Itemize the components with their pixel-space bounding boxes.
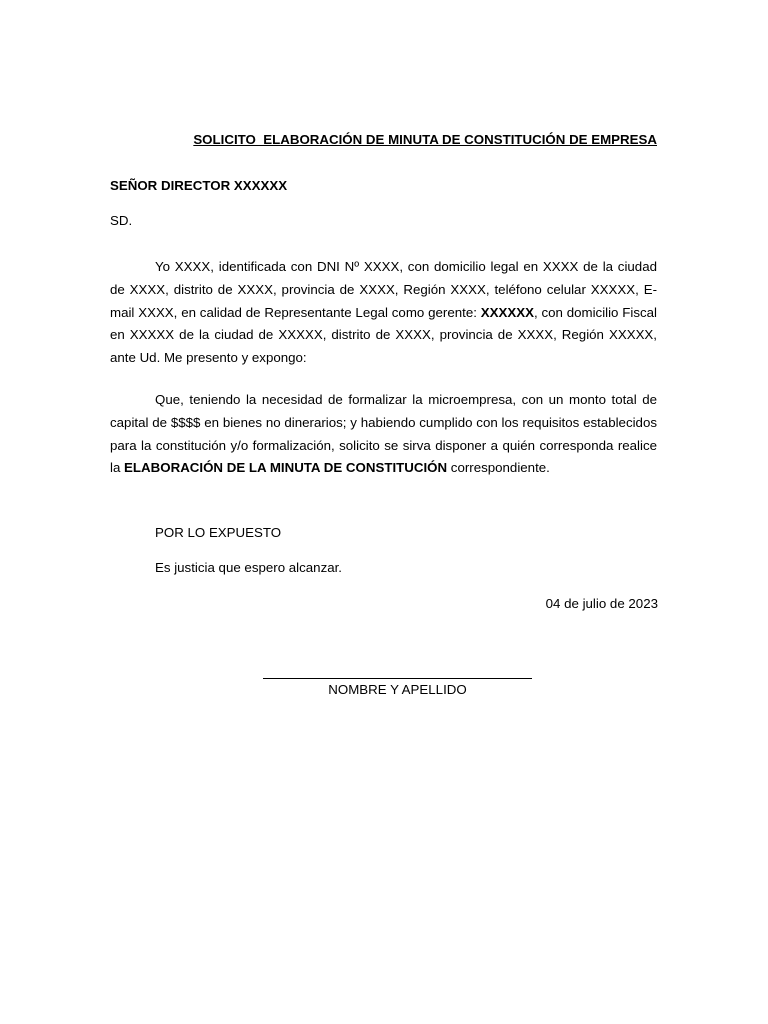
por-lo-expuesto: POR LO EXPUESTO [155, 525, 282, 540]
body-paragraph-identification [110, 256, 657, 370]
paragraph-text: correspondiente. [447, 460, 550, 476]
paragraph-text: , con domicilio Fiscal en XXXXX de la ciudad de XXXXX, distrito de XXXX, provincia de XXXX, Región XXXXX, ante Ud. Me presento y expongo: [110, 304, 657, 366]
paragraph-bold-text: ELABORACIÓN DE LA MINUTA DE CONSTITUCIÓN [124, 460, 448, 476]
signature-line [263, 678, 532, 679]
signature-name: NOMBRE Y APELLIDO [328, 682, 467, 697]
subject-heading: SOLICITO ELABORACIÓN DE MINUTA DE CONSTITUCIÓN DE EMPRESA [193, 132, 657, 147]
paragraph-text: Yo XXXX, identificada con DNI Nº XXXX, con domicilio legal en XXXX de la ciudad de XXXX, distrito de XXXX, provincia de XXXX, Región XXXX, teléfono celular XXXXX, E-mail XXXX, en calidad de Representante Legal como gerente: [110, 259, 657, 320]
recipient-line: SEÑOR DIRECTOR XXXXXX [110, 178, 288, 193]
paragraph-bold-text: XXXXXX [480, 304, 534, 320]
body-paragraph-request [110, 389, 657, 480]
salutation: SD. [110, 213, 133, 228]
closing-line: Es justicia que espero alcanzar. [155, 560, 343, 575]
paragraph-text: Que, teniendo la necesidad de formalizar la microempresa, con un monto total de capital de $$$$ en bienes no dinerarios; y habiendo cumplido con los requisitos establecidos para la constitución y/o formalización, solicito se sirva disponer a quién corresponda realice la [110, 392, 657, 476]
date-line: 04 de julio de 2023 [545, 596, 658, 611]
